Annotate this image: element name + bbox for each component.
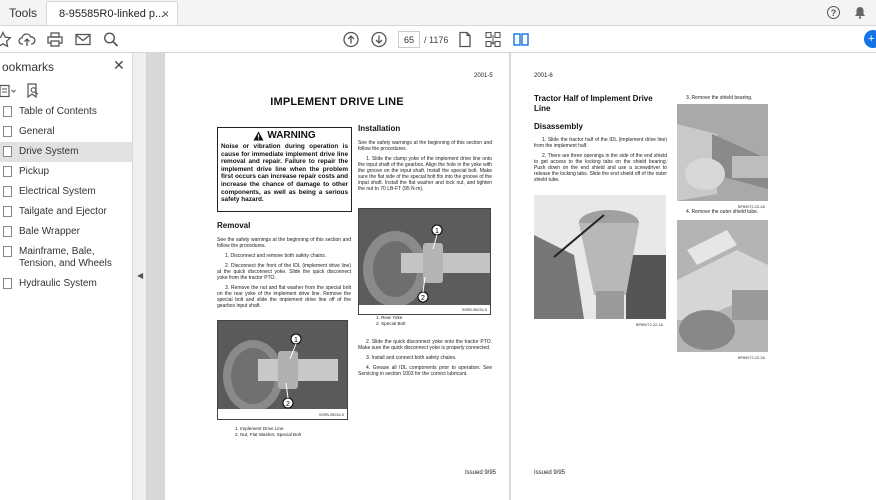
warning-text: Noise or vibration during operation is cause for immediate implement drive line removal and repair. Failure to repair the implement drive line when the problem first occurs can increase repair costs and increase the chance of damage to other components, as well as being a serious safety hazard. (221, 143, 348, 204)
bookmarks-panel (0, 53, 133, 500)
warning-triangle-icon (253, 131, 264, 141)
document-viewer[interactable] (147, 53, 876, 500)
figure-shield-bearing (677, 104, 768, 209)
figure-outer-shield-tube (677, 220, 768, 360)
figure-caption: S0RB-95034-5 (461, 308, 487, 312)
drive-line-photo (218, 321, 348, 420)
bookmark-item-drive-system[interactable] (0, 142, 132, 162)
bookmark-item-electrical-system[interactable] (0, 182, 132, 202)
bookmark-label: Pickup (19, 166, 50, 177)
bookmark-label: Bale Wrapper (19, 226, 80, 237)
page-number-input[interactable]: 65 (398, 31, 420, 48)
legend-item: 1. Rear Yoke (376, 315, 403, 320)
legend-item: 2. Special Bolt (376, 321, 406, 326)
bookmark-label: Table of Contents (19, 106, 97, 117)
bookmark-label: Hydraulic System (19, 278, 97, 289)
panel-splitter[interactable] (133, 53, 147, 500)
bookmark-item-general[interactable] (0, 122, 132, 142)
paragraph: 2. Slide the quick disconnect yoke onto the tractor PTO. Make sure the quick disconnect yoke is properly connected. (358, 339, 492, 351)
installation-text-continued (358, 339, 492, 377)
removal-text (217, 237, 351, 309)
warning-box (217, 127, 352, 212)
bookmarks-tools (0, 80, 132, 104)
paragraph: 3. Remove the nut and flat washer from the special bolt on the rear yoke of the implement drive line. Remove the special bolt and slide the implement drive line off of the gearbox input shaft. (217, 285, 351, 309)
installation-text (358, 140, 492, 192)
pdf-page-left (165, 53, 509, 500)
close-icon[interactable]: × (161, 7, 169, 21)
step-4-text: 4. Remove the outer shield tube. (686, 209, 759, 215)
bookmarks-header (0, 53, 132, 80)
pdf-page-right (511, 53, 876, 500)
bookmark-label: Electrical System (19, 186, 96, 197)
top-right-controls (827, 0, 876, 25)
account-icon[interactable]: + (864, 30, 876, 48)
help-icon[interactable]: ? (827, 6, 840, 19)
bookmark-icon (3, 146, 12, 157)
figure-legend (376, 315, 405, 327)
paragraph: See the safety warnings at the beginning of this section and follow the procedures. (217, 237, 351, 249)
bookmark-label: Tailgate and Ejector (19, 206, 107, 217)
warning-header (221, 130, 348, 141)
figure-drive-line (217, 320, 348, 420)
paragraph: 2. There are three openings in the side of the end shield to get access to the locking tabs on the shield bearing. Push down on the end shield and use a screwdriver to release the locking tabs. Slide the end shield off of the outer shield tube. (534, 153, 667, 183)
step-3-text: 3. Remove the shield bearing. (686, 95, 753, 101)
tab-tools[interactable]: Tools (9, 5, 38, 20)
warning-title: WARNING (267, 130, 316, 141)
bookmarks-title: ookmarks (2, 59, 55, 74)
bookmark-icon (3, 166, 12, 177)
svg-text:2: 2 (286, 401, 290, 408)
bookmark-label: Mainframe, Bale, Tension, and Wheels (19, 246, 112, 269)
bookmark-options-icon[interactable] (0, 84, 18, 98)
bookmark-icon (3, 246, 12, 257)
page-total: / 1176 (424, 35, 449, 45)
find-bookmark-icon[interactable] (26, 83, 40, 98)
bell-icon[interactable] (854, 6, 866, 19)
bookmark-item-bale-wrapper[interactable] (0, 222, 132, 242)
page-footer: Issued 9/95 (465, 470, 497, 476)
paragraph: 3. Install and connect both safety chains. (366, 355, 457, 361)
bookmark-item-mainframe[interactable] (0, 242, 132, 274)
bookmark-item-table-of-contents[interactable] (0, 102, 132, 122)
figure-end-shield (534, 195, 666, 327)
outer-shield-tube-photo (677, 220, 768, 360)
shield-bearing-photo (677, 104, 768, 209)
close-panel-icon[interactable]: ✕ (113, 57, 125, 73)
end-shield-photo (534, 195, 666, 327)
paragraph: See the safety warnings at the beginning of this section and follow the procedures. (358, 140, 492, 152)
figure-rear-yoke (358, 208, 491, 315)
figure-caption: S0RB-95034-5 (318, 413, 344, 417)
single-page-icon[interactable] (456, 31, 474, 48)
bookmark-icon (3, 206, 12, 217)
bookmark-list (0, 102, 132, 294)
paragraph: 1. Slide the tractor half of the IDL (implement drive line) from the implement half. (534, 137, 667, 149)
search-icon[interactable] (102, 31, 120, 48)
page-title: IMPLEMENT DRIVE LINE (270, 96, 404, 108)
two-page-view-icon[interactable] (512, 31, 530, 48)
bookmark-label: Drive System (19, 146, 79, 157)
tab-bar (0, 0, 876, 26)
bookmark-item-hydraulic-system[interactable] (0, 274, 132, 294)
page-footer: Issued 9/95 (534, 470, 566, 476)
rear-yoke-photo (359, 209, 491, 315)
collapse-arrow-icon[interactable]: ◀ (137, 271, 144, 280)
bookmark-icon (3, 226, 12, 237)
legend-item: 2. Nut, Flat Washer, Special Bolt (235, 432, 301, 437)
svg-text:2: 2 (421, 295, 425, 302)
disassembly-text (534, 137, 667, 183)
cloud-upload-icon[interactable] (18, 31, 36, 48)
page-number: 2001-6 (534, 73, 553, 79)
figure-caption: BP89072-22-1A (635, 323, 663, 327)
bookmark-item-tailgate-ejector[interactable] (0, 202, 132, 222)
previous-page-icon[interactable] (342, 31, 360, 48)
paragraph: 1. Disconnect and remove both safety chains. (225, 253, 327, 259)
page-number: 2001-5 (474, 73, 493, 79)
bookmark-icon (3, 106, 12, 117)
bookmark-label: General (19, 126, 55, 137)
paragraph: 2. Disconnect the front of the IDL (implement drive line) at the quick disconnect yoke. Slide the quick disconnect yoke from the tractor PTO. (217, 263, 351, 281)
svg-text:1: 1 (435, 228, 439, 235)
paragraph: 1. Slide the clamp yoke of the implement drive line onto the input shaft of the gearbox. Align the hole in the yoke with the groove on the input shaft. Install the special bolt. Make sure the flat side of the special bolt fits into the groove of the input shaft. Install the flat washer and lock nut, and tighten the nut to 70 LB-FT (95 N·m). (358, 156, 492, 192)
figure-caption: BP89072-22-2A (737, 205, 765, 209)
toolbar (0, 26, 876, 53)
tab-document-label: 8-95585R0-linked p... (59, 7, 165, 20)
section-title: Tractor Half of Implement Drive Line (534, 94, 653, 113)
svg-text:1: 1 (294, 337, 298, 344)
paragraph: 4. Grease all IDL components prior to operation. See Servicing in section 1003 for the correct lubricant. (358, 365, 492, 377)
section-heading-removal: Removal (217, 221, 251, 230)
bookmark-icon (3, 186, 12, 197)
scrolling-mode-icon[interactable] (484, 31, 502, 48)
print-icon[interactable] (46, 31, 64, 48)
figure-caption: BP89072-22-3A (737, 356, 765, 360)
bookmark-item-pickup[interactable] (0, 162, 132, 182)
section-heading-disassembly: Disassembly (534, 122, 583, 131)
star-icon[interactable] (0, 31, 12, 48)
figure-legend (235, 426, 301, 438)
tab-document[interactable] (46, 1, 178, 25)
next-page-icon[interactable] (370, 31, 388, 48)
bookmark-icon (3, 278, 12, 289)
bookmark-icon (3, 126, 12, 137)
section-heading-installation: Installation (358, 124, 401, 133)
legend-item: 1. Implement Drive Line (235, 426, 284, 431)
email-icon[interactable] (74, 31, 92, 48)
